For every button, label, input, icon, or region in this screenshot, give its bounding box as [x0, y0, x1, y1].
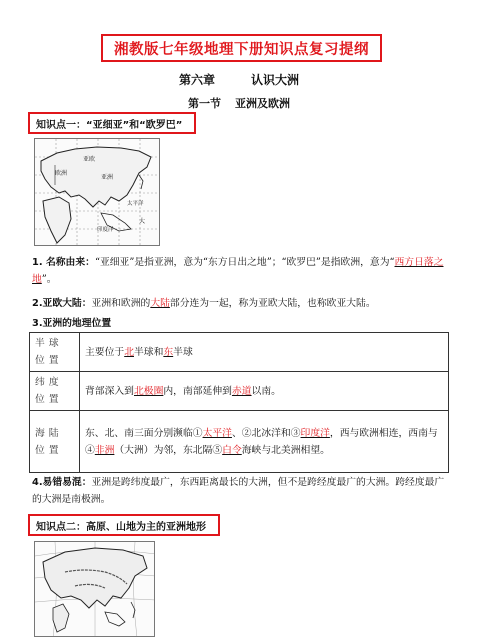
map-label-asia: 亚洲	[101, 174, 114, 181]
map-label-europe: 欧洲	[55, 170, 68, 177]
map-label-pacific: 太平洋	[127, 201, 144, 207]
answer-blank: 北极圈	[133, 385, 164, 397]
item-4-common-mistakes	[32, 474, 452, 508]
section-heading	[0, 95, 478, 111]
chapter-number: 第六章	[178, 73, 215, 87]
item-2-eurasia	[32, 295, 452, 312]
table-cell: 背部深入到北极圈内，南部延伸到赤道以南。	[80, 372, 449, 411]
map-label-ocean: 大	[139, 218, 146, 225]
knowledge-point-1-title: 知识点一：“亚细亚”和“欧罗巴”	[28, 112, 196, 134]
table-cell: 东、北、南三面分别濒临①太平洋、②北冰洋和③印度洋，西与欧洲相连，西南与④非洲（大洲）为邻，东北隔⑤白令海峡与北美洲相望。	[80, 411, 449, 473]
knowledge-point-2-title: 知识点二：高原、山地为主的亚洲地形	[28, 514, 220, 536]
table-row-head: 海陆位置	[30, 411, 80, 473]
item-2-text-b: 部分连为一起，称为亚欧大陆，也称欧亚大陆。	[169, 298, 376, 309]
item-2-answer: 大陆	[150, 298, 170, 309]
section-number: 第一节	[188, 97, 221, 110]
answer-blank: 北	[124, 346, 134, 358]
asia-europe-map	[34, 138, 160, 246]
item-2-label: 2.亚欧大陆：	[32, 298, 92, 309]
document-title: 湘教版七年级地理下册知识点复习提纲	[101, 34, 382, 62]
map-label-indian: 印度洋	[97, 227, 114, 233]
answer-blank: 印度洋	[300, 427, 330, 439]
answer-blank: 东	[163, 346, 174, 358]
answer-blank: 赤道	[231, 385, 252, 397]
item-2-text-a: 亚洲和欧洲的	[91, 298, 151, 309]
item-1-text-b: ”。	[41, 274, 57, 285]
map-label-asia-europe: 亚欧	[83, 156, 96, 163]
table-cell: 主要位于北半球和东半球	[80, 333, 449, 372]
asia-terrain-map	[34, 541, 155, 637]
answer-blank: 太平洋	[202, 427, 232, 439]
item-1-label: 1. 名称由来：	[32, 257, 95, 268]
item-1-name-origin	[32, 254, 452, 288]
item-1-text-a: “亚细亚”是指亚洲，意为“东方日出之地”；“欧罗巴”是指欧洲，意为“	[94, 257, 395, 268]
item-4-text: 亚洲是跨纬度最广，东西距离最长的大洲，但不是跨经度最广的大洲。跨经度最广的大洲是南极洲。	[32, 477, 445, 505]
table-row-head: 纬度位置	[30, 372, 80, 411]
item-3-label: 3.亚洲的地理位置	[32, 318, 112, 329]
answer-blank: 非洲	[94, 444, 115, 456]
answer-blank: 白令	[222, 444, 242, 456]
table-row	[30, 411, 449, 473]
chapter-heading	[0, 71, 478, 88]
asia-position-table	[29, 332, 449, 473]
table-row	[30, 372, 449, 411]
item-4-label: 4.易错易混：	[32, 477, 92, 488]
table-row-head: 半球位置	[30, 333, 80, 372]
item-1-answer: 西方日落之地	[32, 257, 444, 285]
section-name: 亚洲及欧洲	[235, 97, 290, 110]
table-row	[30, 333, 449, 372]
chapter-name: 认识大洲	[251, 73, 300, 87]
